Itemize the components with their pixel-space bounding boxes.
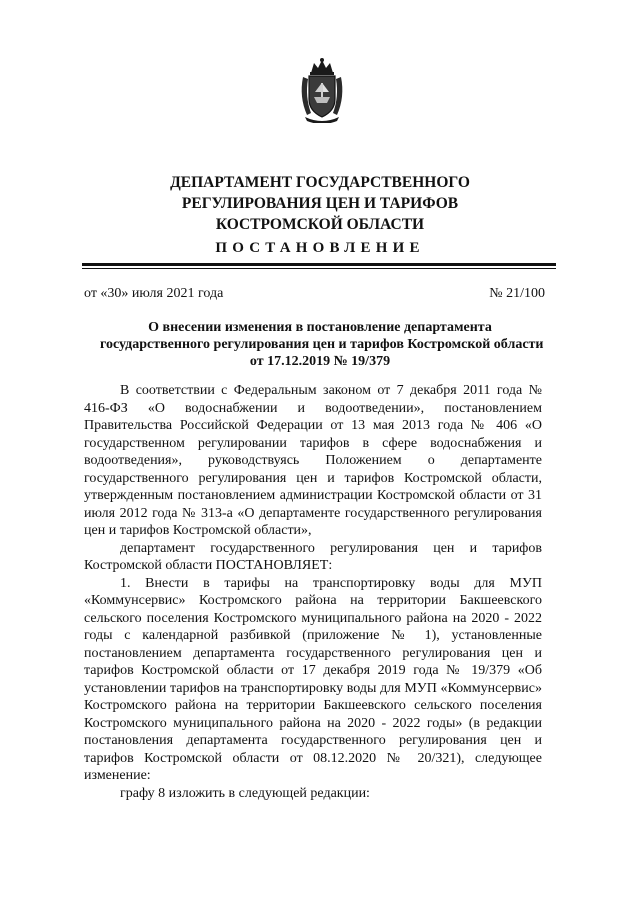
header-divider-thick	[82, 263, 556, 266]
resolution-paragraph: департамент государственного регулирования цен и тарифов Костромской области ПОСТАНОВЛЯЕТ:	[84, 540, 542, 573]
document-number: № 21/100	[489, 286, 545, 301]
subject-line: от 17.12.2019 № 19/379	[249, 354, 391, 369]
department-title	[100, 172, 540, 235]
subject-line: государственного регулирования цен и тарифов Костромской области	[100, 337, 544, 352]
clause-1-instruction: графу 8 изложить в следующей редакции:	[120, 785, 370, 801]
document-subject	[100, 319, 544, 370]
document-type-heading: ПОСТАНОВЛЕНИЕ	[215, 240, 425, 256]
document-date: от «30» июля 2021 года	[84, 286, 224, 301]
department-title-line: РЕГУЛИРОВАНИЯ ЦЕН И ТАРИФОВ	[181, 195, 459, 212]
header-divider-thin	[82, 268, 556, 269]
department-title-line: КОСТРОМСКОЙ ОБЛАСТИ	[215, 216, 425, 233]
coat-of-arms-icon	[297, 57, 347, 123]
document-body	[84, 382, 542, 802]
department-title-line: ДЕПАРТАМЕНТ ГОСУДАРСТВЕННОГО	[170, 174, 470, 191]
clause-1-paragraph: 1. Внести в тарифы на транспортировку воды для МУП «Коммунсервис» Костромского района на территории Бакшеевского сельского поселения Костромского муниципального района на 2020 - 2022 годы с календарной разбивкой (приложение № 1), установленные постановлением департамента государственного регулирования цен и тарифов Костромской области от 17 декабря 2019 года № 19/379 «Об установлении тарифов на транспортировку воды для МУП «Коммунсервис» Костромского района на территории Бакшеевского сельского поселения Костромского муниципального района на 2020 - 2022 годы» (в редакции постановления департамента государственного регулирования цен и тарифов Костромской области от 08.12.2020 № 20/321), следующее изменение:	[84, 575, 542, 783]
subject-line: О внесении изменения в постановление департамента	[148, 320, 492, 335]
preamble-paragraph: В соответствии с Федеральным законом от 7 декабря 2011 года № 416-ФЗ «О водоснабжении и водоотведении», постановлением Правительства Российской Федерации от 13 мая 2013 года № 406 «О государственном регулировании тарифов в сфере водоснабжения и водоотведения», руководствуясь Положением о департаменте государственного регулирования цен и тарифов Костромской области, утвержденным постановлением администрации Костромской области от 31 июля 2012 года № 313-а «О департаменте государственного регулирования цен и тарифов Костромской области»,	[84, 383, 542, 538]
